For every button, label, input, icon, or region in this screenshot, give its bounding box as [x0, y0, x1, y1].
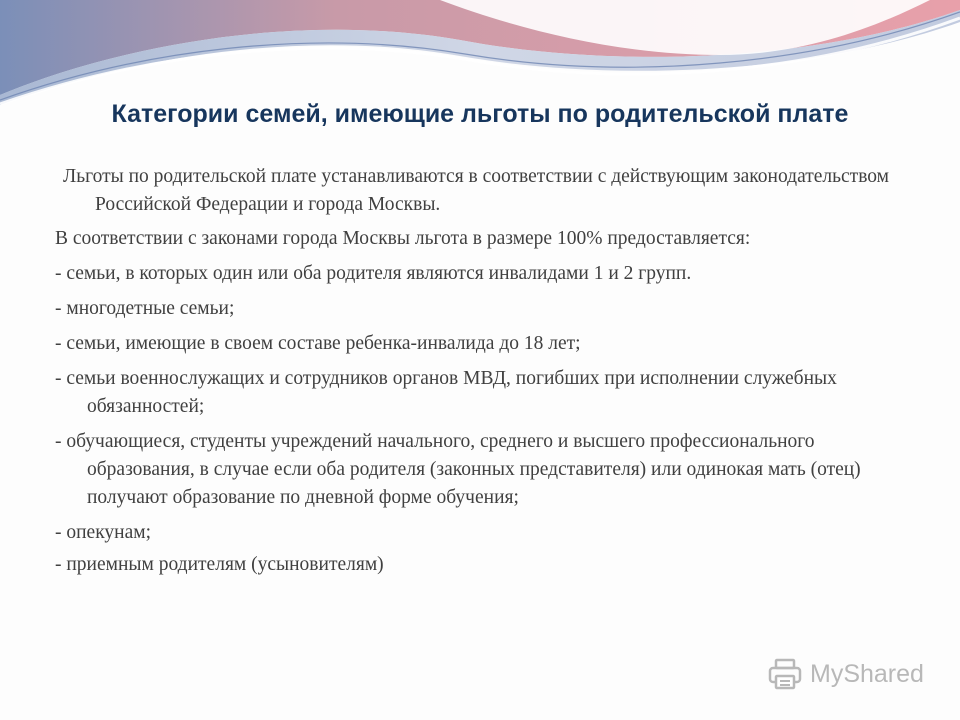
list-item: - обучающиеся, студенты учреждений начального, среднего и высшего профессионального образования, в случае если оба родителя (законных представителя) или одинокая мать (отец) получают образование по дневной форме обучения; — [55, 431, 861, 508]
list-item: - семьи, в которых один или оба родителя являются инвалидами 1 и 2 групп. — [55, 263, 692, 284]
lead-paragraph: В соответствии с законами города Москвы льгота в размере 100% предоставляется: — [55, 228, 751, 249]
slide-title: Категории семей, имеющие льготы по родительской плате — [111, 100, 849, 128]
list-item: - опекунам; — [55, 522, 152, 543]
list-item: - приемным родителям (усыновителям) — [55, 554, 384, 575]
list-item: - семьи военнослужащих и сотрудников органов МВД, погибших при исполнении служебных обязанностей; — [55, 368, 837, 417]
list-item: - многодетные семьи; — [55, 298, 235, 319]
watermark-text: MyShared — [810, 659, 924, 688]
intro-paragraph: Льготы по родительской плате устанавливаются в соответствии с действующим законодательством Российской Федерации и города Москвы. — [63, 166, 889, 215]
list-item: - семьи, имеющие в своем составе ребенка-инвалида до 18 лет; — [55, 333, 581, 354]
slide-body — [55, 163, 895, 586]
header-wave-decoration — [0, 0, 960, 110]
myshared-watermark[interactable] — [768, 657, 924, 691]
printer-logo-icon — [768, 658, 802, 690]
